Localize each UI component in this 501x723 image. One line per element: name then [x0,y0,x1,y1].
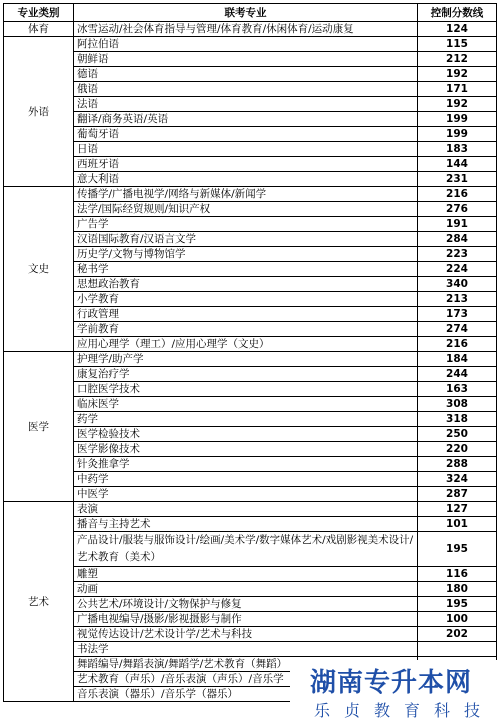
major-cell: 思想政治教育 [74,277,418,292]
watermark-logo [290,660,501,723]
table-row [4,217,497,232]
score-cell: 287 [418,487,497,502]
table-row [4,412,497,427]
major-cell: 应用心理学（理工）/应用心理学（文史） [74,337,418,352]
category-cell: 体育 [4,22,74,37]
header-score: 控制分数线 [418,4,497,22]
score-cell: 199 [418,112,497,127]
score-cell: 101 [418,517,497,532]
score-cell: 340 [418,277,497,292]
score-cell: 199 [418,127,497,142]
score-cell: 116 [418,567,497,582]
score-cell: 224 [418,262,497,277]
score-cell: 216 [418,337,497,352]
major-cell: 俄语 [74,82,418,97]
major-cell: 表演 [74,502,418,517]
table-row [4,502,497,517]
header-major: 联考专业 [74,4,418,22]
category-cell: 文史 [4,187,74,352]
score-cell: 250 [418,427,497,442]
table-row [4,597,497,612]
table-row [4,37,497,52]
table-row [4,247,497,262]
score-cell: 192 [418,97,497,112]
major-cell: 日语 [74,142,418,157]
major-cell: 临床医学 [74,397,418,412]
table-body [4,22,497,702]
table-row [4,157,497,172]
score-cell: 318 [418,412,497,427]
table-row [4,382,497,397]
major-cell: 播音与主持艺术 [74,517,418,532]
table-row [4,352,497,367]
table-row [4,367,497,382]
major-cell: 公共艺术/环境设计/文物保护与修复 [74,597,418,612]
score-cell: 216 [418,187,497,202]
major-cell: 小学教育 [74,292,418,307]
major-cell: 产品设计/服装与服饰设计/绘画/美术学/数字媒体艺术/戏剧影视美术设计/艺术教育（美术） [74,532,418,567]
category-cell: 医学 [4,352,74,502]
major-cell: 意大利语 [74,172,418,187]
table-row [4,322,497,337]
table-row [4,487,497,502]
major-cell: 西班牙语 [74,157,418,172]
score-cell: 213 [418,292,497,307]
table-row [4,127,497,142]
major-cell: 书法学 [74,642,418,657]
score-cell: 220 [418,442,497,457]
major-cell: 动画 [74,582,418,597]
table-row [4,567,497,582]
table-row [4,517,497,532]
major-cell: 汉语国际教育/汉语言文学 [74,232,418,247]
score-cell: 171 [418,82,497,97]
score-table-container [3,3,496,702]
watermark-line1: 湖南专升本网 [310,668,473,698]
major-cell: 德语 [74,67,418,82]
table-row [4,187,497,202]
table-row [4,612,497,627]
table-row [4,22,497,37]
major-cell: 法语 [74,97,418,112]
score-cell: 180 [418,582,497,597]
table-row [4,582,497,597]
table-row [4,97,497,112]
score-cell: 191 [418,217,497,232]
score-cell: 127 [418,502,497,517]
score-cell: 212 [418,52,497,67]
table-row [4,277,497,292]
score-cell: 195 [418,532,497,567]
table-row [4,112,497,127]
table-row [4,427,497,442]
score-table [3,3,497,702]
table-row [4,397,497,412]
table-row [4,642,497,657]
major-cell: 行政管理 [74,307,418,322]
watermark-line2: 乐贞教育科技 [314,701,495,720]
score-cell: 100 [418,612,497,627]
score-cell: 274 [418,322,497,337]
table-row [4,337,497,352]
major-cell: 学前教育 [74,322,418,337]
major-cell: 中药学 [74,472,418,487]
major-cell: 广播电视编导/摄影/影视摄影与制作 [74,612,418,627]
category-cell: 外语 [4,37,74,187]
table-row [4,307,497,322]
table-row [4,532,497,567]
table-header-row [4,4,497,22]
table-row [4,232,497,247]
table-row [4,442,497,457]
major-cell: 历史学/文物与博物馆学 [74,247,418,262]
score-cell: 223 [418,247,497,262]
score-cell: 308 [418,397,497,412]
major-cell: 葡萄牙语 [74,127,418,142]
table-row [4,457,497,472]
score-cell: 192 [418,67,497,82]
major-cell: 秘书学 [74,262,418,277]
score-cell: 284 [418,232,497,247]
score-cell: 115 [418,37,497,52]
major-cell: 康复治疗学 [74,367,418,382]
major-cell: 口腔医学技术 [74,382,418,397]
table-row [4,472,497,487]
table-row [4,82,497,97]
score-cell: 231 [418,172,497,187]
score-cell: 124 [418,22,497,37]
category-cell: 艺术 [4,502,74,702]
major-cell: 舞蹈编导/舞蹈表演/舞蹈学/艺术教育（舞蹈） [74,657,418,672]
table-row [4,627,497,642]
major-cell: 护理学/助产学 [74,352,418,367]
major-cell: 冰雪运动/社会体育指导与管理/体育教育/休闲体育/运动康复 [74,22,418,37]
score-cell: 163 [418,382,497,397]
score-cell: 173 [418,307,497,322]
header-category: 专业类别 [4,4,74,22]
score-cell: 244 [418,367,497,382]
major-cell: 音乐表演（器乐）/音乐学（器乐） [74,687,418,702]
major-cell: 法学/国际经贸规则/知识产权 [74,202,418,217]
score-cell: 202 [418,627,497,642]
table-row [4,52,497,67]
score-cell: 195 [418,597,497,612]
major-cell: 朝鲜语 [74,52,418,67]
score-cell: 324 [418,472,497,487]
table-row [4,172,497,187]
major-cell: 广告学 [74,217,418,232]
major-cell: 传播学/广播电视学/网络与新媒体/新闻学 [74,187,418,202]
major-cell: 视觉传达设计/艺术设计学/艺术与科技 [74,627,418,642]
score-cell [418,642,497,657]
score-cell: 276 [418,202,497,217]
major-cell: 医学影像技术 [74,442,418,457]
score-cell: 288 [418,457,497,472]
major-cell: 中医学 [74,487,418,502]
score-cell: 183 [418,142,497,157]
major-cell: 艺术教育（声乐）/音乐表演（声乐）/音乐学 [74,672,418,687]
major-cell: 药学 [74,412,418,427]
major-cell: 医学检验技术 [74,427,418,442]
major-cell: 阿拉伯语 [74,37,418,52]
score-cell: 184 [418,352,497,367]
major-cell: 翻译/商务英语/英语 [74,112,418,127]
major-cell: 针灸推拿学 [74,457,418,472]
table-row [4,67,497,82]
major-cell: 雕塑 [74,567,418,582]
table-row [4,202,497,217]
table-row [4,142,497,157]
table-row [4,262,497,277]
table-row [4,292,497,307]
score-cell: 144 [418,157,497,172]
